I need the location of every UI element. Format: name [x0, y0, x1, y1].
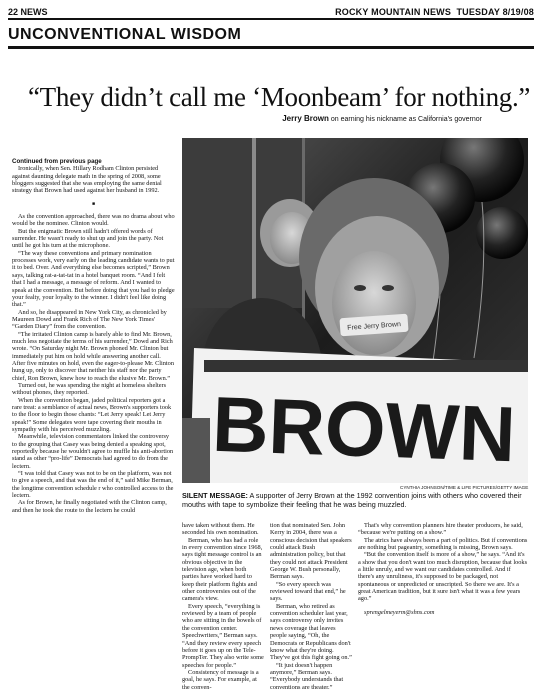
page-header [8, 6, 534, 20]
quote-attribution [282, 114, 482, 123]
attribution-name: Jerry Brown [282, 114, 329, 123]
paragraph: Ironically, when Sen. Hillary Rodham Clinton persisted against daunting delegate math in the spring of 2008, some bloggers suggested that she was employing the same denial strategy that Brown had used against her husband in 1992. [12, 165, 162, 195]
paragraph: The atrics have always been a part of politics. But if conventions are nothing but pageantry, something is missing, Brown says. [358, 536, 528, 552]
paragraph: As the convention approached, there was no drama about who would be the nominee. Clinton would. [12, 213, 175, 228]
paragraph: But the enigmatic Brown still hadn't offered words of surrender. He wasn't ready to shut up and join the party. Not until he got his turn at the microphone. [12, 227, 164, 250]
paragraph: “But the convention itself is more of a show,” he says. “And it's a show that you don't want too much disruption, because that looks a little unruly, and we want our candidates controlled. And if there's any unruliness, it's supposed to be packaged, not spontaneous or unpredicted or unscripted. So there we are. It's a great American tradition, but it sure isn't what it was a few years ago.” [358, 551, 528, 603]
photo-caption [182, 491, 528, 509]
section-title: UNCONVENTIONAL WISDOM [8, 26, 242, 43]
paragraph: Every speech, “everything is reviewed by a team of people who are sitting in the bowels of the convention center. Speechwriters,” Berman says. “And they review every speech before it goes up on the Tele-PrompTer. They also write some speeches for people.” [182, 602, 264, 669]
paragraph: When the convention began, jaded political reporters got a rare treat: a semblance of actual news, Brown's supporters took to the floor to begin those chants: “Let Jerry speak! Let Jerry speak!” Some delegates wore tape covering their mouths in sympathy with his perceived muzzling. [12, 396, 172, 434]
paragraph: have taken without them. He seconded his own nomination. [182, 522, 259, 537]
paragraph: Consistency of message is a goal, he says. For example, at the conven- [182, 668, 259, 691]
section-label: NEWS [20, 7, 48, 17]
section-rule [8, 46, 534, 49]
newspaper-name: ROCKY MOUNTAIN NEWS [335, 7, 452, 17]
sign-text: BROWN [210, 379, 518, 479]
paragraph: Turned out, he was spending the night at homeless shelters without phones, they reported. [12, 381, 167, 397]
section-separator: ■ [91, 201, 96, 207]
page-number: 22 [8, 7, 19, 17]
paragraph: Meanwhile, television commentators linked the controversy to the grouping that Casey was being denied a speaking spot, reportedly because he wouldn't agree to muffle his anti-abortion stand as other “pro-life” Democrats had agreed to do from the lectern. [12, 433, 174, 470]
pull-quote: “They didn’t call me ‘Moonbeam’ for nothing.” [28, 82, 531, 112]
paragraph: “So every speech was reviewed toward that end,” he says. [270, 580, 346, 603]
tape-text: Free Jerry Brown [347, 321, 402, 332]
paragraph: “The irritated Clinton camp is barely able to find Mr. Brown, much less negotiate the terms of his surrender,” Dowd and Rich wrote. “On Saturday night Mr. Brown phoned Mr. Clinton but immediately put him on hold while answering another call. After five minutes on hold, even the eager-to-please Mr. Clinton hung up, only to discover that neither his staff nor the party chief, Ron Brown, knew how to reach the elusive Mr. Brown.” [12, 330, 174, 382]
article-column-3 [270, 522, 352, 691]
article-column-2 [182, 522, 264, 691]
article-column-4 [358, 522, 528, 616]
paragraph: “It just doesn't happen anymore,” Berman says. “Everybody understands that conventions are theater.” [270, 661, 344, 691]
photo-credit: CYNTHIA JOHNSON/TIME & LIFE PICTURES/GETTY IMAGE [400, 485, 529, 490]
issue-date: TUESDAY 8/19/08 [456, 7, 534, 17]
paragraph: “The way these conventions and primary nomination processes work, very early on the leading candidate wants to put it to bed. Over. And everything else becomes scripted,” Brown says, talking rat-a-tat-tat in a hotel banquet room. “And I felt that I had a message, a message of reform. And I wanted to speak at the convention. But before doing that you had to pledge your fealty, your loyalty to the winner. I didn't feel like doing that.” [12, 249, 175, 309]
paragraph: And so, he disappeared in New York City, as chronicled by Maureen Dowd and Frank Rich of The New York Times' “Garden Diary” from the convention. [12, 308, 167, 331]
paragraph: Berman, who has had a role in every convention since 1968, says tight message control is an obvious objective in the television age, when both parties have worked hard to keep their platform fights and other controversies out of the camera's view. [182, 536, 263, 603]
convention-photo [182, 138, 528, 483]
author-email: sprengelmeyerm@shns.com [364, 608, 435, 616]
article-column-1 [12, 158, 175, 514]
attribution-text: on earning his nickname as California's governor [330, 116, 482, 123]
photo-image [182, 138, 528, 483]
continued-line: Continued from previous page [12, 158, 102, 165]
caption-text: A supporter of Jerry Brown at the 1992 convention joins with others who covered their mouths with tape to symbolize their feeling that he was being muzzled. [182, 491, 522, 509]
paragraph: “I was told that Casey was not to be on the platform, was not to give a speech, and that was the end of it,” said Mike Berman, the longtime convention schedule r who controlled access to the lectern. [12, 470, 174, 500]
paragraph: As for Brown, he finally negotiated with the Clinton camp, and then he took the route to the lectern he could [12, 499, 167, 514]
paragraph: That's why convention planners hire theater producers, he said, “because we're putting on a show.” [358, 522, 523, 537]
caption-label: SILENT MESSAGE: [182, 491, 248, 500]
paragraph: Berman, who retired as convention scheduler last year, says controversy only invites news coverage that leaves people saying, “Oh, the Democrats or Republicans don't know what they're doing. They've got this fight going on.” [270, 602, 352, 662]
paragraph: tion that nominated Sen. John Kerry in 2004, there was a conscious decision that speakers could attack Bush administration policy, but that they could not attack President George W. Bush personally, Berman says. [270, 522, 352, 581]
